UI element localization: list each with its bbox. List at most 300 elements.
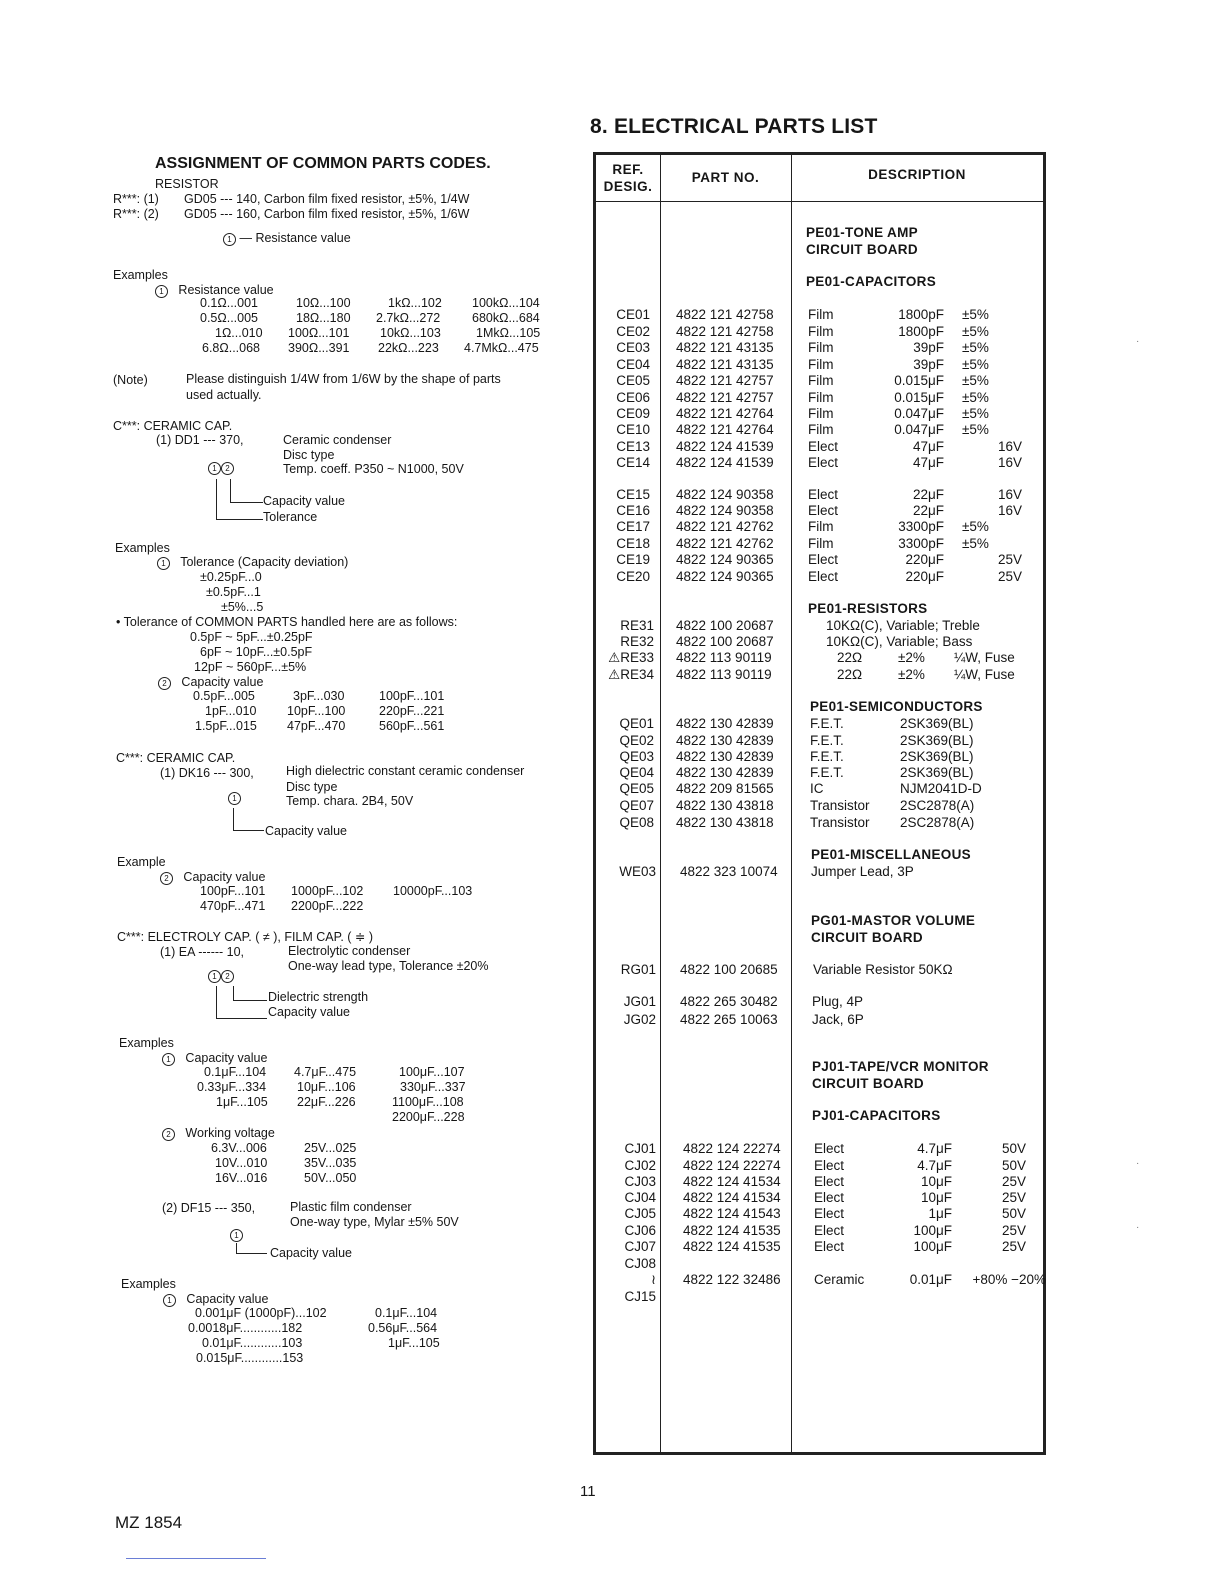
table-cell-value: 39pF — [913, 357, 944, 372]
circled-1-icon: 1 — [230, 1229, 243, 1242]
section-heading: PE01-MISCELLANEOUS — [811, 847, 971, 862]
scan-mark: · — [1136, 336, 1140, 347]
cap-row — [204, 1065, 465, 1080]
table-cell-value: 2SC2878(A) — [900, 798, 975, 813]
table-cell-value: ±2% — [898, 650, 925, 665]
table-cell-part-no: 4822 121 42758 — [676, 307, 774, 322]
table-cell-value: 2SC2878(A) — [900, 815, 975, 830]
table-cell-part-no: 4822 121 42757 — [676, 390, 774, 405]
tolerance-range: 12pF ~ 560pF...±5% — [194, 660, 307, 674]
cv-cell: 47pF...470 — [287, 719, 346, 733]
cv-cell: 2200pF...222 — [291, 899, 364, 913]
cv-cell: 1μF...105 — [216, 1095, 268, 1109]
wv-cell: 16V...016 — [215, 1171, 268, 1185]
table-cell-value: 3300pF — [898, 536, 944, 551]
circled-1-icon: 1 — [155, 285, 168, 298]
r2-code: R***: (2) — [113, 207, 159, 221]
table-cell-part-no: 4822 121 42762 — [676, 519, 774, 534]
table-cell-part-no: 4822 113 90119 — [676, 650, 772, 665]
cv-cell: 100μF...107 — [399, 1065, 465, 1079]
example-label: Example — [117, 855, 166, 869]
cv-cell: 330μF...337 — [400, 1080, 466, 1094]
table-cell-ref: CE02 — [616, 324, 650, 339]
table-cell-value: 220μF — [905, 552, 944, 567]
cap-row — [195, 1306, 437, 1321]
table-cell-type: Transistor — [810, 798, 870, 813]
table-cell-spec: ±5% — [962, 307, 989, 322]
section-heading: PG01-MASTOR VOLUME — [811, 913, 976, 928]
table-cell-type: Film — [808, 406, 834, 421]
bracket-line — [230, 479, 263, 503]
table-cell-ref: ⚠RE34 — [608, 667, 654, 682]
cv-cell: 10000pF...103 — [393, 884, 473, 898]
cap-row — [205, 704, 444, 719]
table-cell-type: Elect — [814, 1141, 845, 1156]
table-cell-spec: 25V — [1001, 1190, 1026, 1205]
table-cell-part-no: 4822 130 42839 — [676, 733, 774, 748]
tolerance-range: 6pF ~ 10pF...±0.5pF — [200, 645, 313, 659]
table-cell-description: Jumper Lead, 3P — [811, 864, 914, 879]
circled-1-icon: 1 — [157, 557, 170, 570]
circled-2-icon: 2 — [160, 872, 173, 885]
table-cell-ref: WE03 — [619, 864, 656, 879]
cap-row — [193, 689, 444, 704]
rv-cell: 100Ω...101 — [288, 326, 350, 340]
table-cell-type: Elect — [808, 503, 839, 518]
cv-text: Capacity value — [181, 675, 264, 689]
voltage-row — [211, 1141, 356, 1156]
table-cell-part-no: 4822 124 90365 — [676, 552, 774, 567]
rv-cell: 22kΩ...223 — [378, 341, 439, 355]
table-cell-value: 2SK369(BL) — [900, 716, 974, 731]
table-cell-ref: QE05 — [619, 781, 654, 796]
working-voltage-heading — [162, 1126, 275, 1141]
table-cell-ref: JG01 — [623, 994, 656, 1009]
tolerance-deviation — [157, 555, 348, 570]
table-cell-ref: CE13 — [616, 439, 650, 454]
table-cell-type: F.E.T. — [810, 733, 844, 748]
cv-cell: 0.33μF...334 — [197, 1080, 267, 1094]
table-cell-type: Elect — [814, 1190, 845, 1205]
table-cell-part-no: 4822 124 90365 — [676, 569, 774, 584]
cv-cell: 100pF...101 — [200, 884, 266, 898]
table-cell-type: Film — [808, 357, 834, 372]
ceramic-cap-1-desc: Ceramic condenser — [283, 433, 392, 447]
circled-icons — [208, 968, 234, 983]
electroly-cap-desc: One-way lead type, Tolerance ±20% — [288, 959, 489, 973]
cv-cell: 10pF...100 — [287, 704, 346, 718]
capacity-value-heading — [160, 870, 265, 885]
table-cell-part-no: 4822 130 42839 — [676, 749, 774, 764]
table-cell-type: Elect — [808, 455, 839, 470]
electroly-cap-line: (1) EA ------ 10, — [160, 945, 245, 959]
table-cell-part-no: 4822 124 41539 — [676, 439, 774, 454]
table-cell-value: 100μF — [913, 1223, 952, 1238]
rv-text: Resistance value — [178, 283, 274, 297]
table-cell-value: 10μF — [920, 1190, 952, 1205]
table-cell-spec: 16V — [997, 455, 1022, 470]
cv-cell: 4.7μF...475 — [294, 1065, 357, 1079]
table-cell-type: Film — [808, 324, 834, 339]
table-cell-spec: 25V — [1001, 1223, 1026, 1238]
cap-row — [195, 719, 444, 734]
circled-1-icon: 1 — [208, 462, 221, 475]
wv-cell: 50V...050 — [304, 1171, 357, 1185]
table-cell-value: 47μF — [912, 455, 944, 470]
scan-mark: · — [1136, 1222, 1140, 1233]
section-heading: PJ01-CAPACITORS — [812, 1108, 941, 1123]
resistance-row — [200, 296, 540, 311]
section-heading: PE01-SEMICONDUCTORS — [810, 699, 983, 714]
electroly-cap-desc: Electrolytic condenser — [288, 944, 411, 958]
table-cell-part-no: 4822 130 43818 — [676, 798, 774, 813]
table-cell-spec: ±5% — [962, 422, 989, 437]
table-cell-type: Film — [808, 536, 834, 551]
table-cell-type: Ceramic — [814, 1272, 865, 1287]
ceramic-cap-1-code: C***: CERAMIC CAP. — [113, 419, 233, 433]
rv-cell: 2.7kΩ...272 — [376, 311, 441, 325]
bracket-line — [233, 986, 267, 1001]
table-cell-spec: ¼W, Fuse — [954, 667, 1015, 682]
table-cell-type: Film — [808, 519, 834, 534]
header-ref-line: REF. — [612, 162, 644, 177]
note-line-1: Please distinguish 1/4W from 1/6W by the shape of parts — [186, 372, 501, 386]
table-cell-value: 0.015μF — [894, 373, 944, 388]
table-cell-spec: ±5% — [962, 519, 989, 534]
table-cell-ref: CE14 — [616, 455, 650, 470]
cap-row — [200, 884, 472, 899]
cv-cell: 1μF...105 — [388, 1336, 440, 1350]
circled-2-icon: 2 — [162, 1128, 175, 1141]
table-cell-type: IC — [810, 781, 824, 796]
table-cell-type: Elect — [808, 552, 839, 567]
cv-cell: 0.5pF...005 — [193, 689, 255, 703]
table-cell-type: F.E.T. — [810, 716, 844, 731]
table-cell-ref: ≀ — [650, 1272, 656, 1287]
table-cell-value: 100μF — [913, 1239, 952, 1254]
cv-cell: 2200μF...228 — [392, 1110, 465, 1124]
table-cell-ref: QE01 — [619, 716, 654, 731]
table-cell-spec: +80% −20% — [972, 1272, 1046, 1287]
bracket-line — [236, 1243, 267, 1254]
capacity-value-heading — [158, 675, 263, 690]
wv-cell: 10V...010 — [215, 1156, 268, 1170]
examples-label: Examples — [119, 1036, 174, 1050]
table-cell-part-no: 4822 124 41535 — [683, 1239, 781, 1254]
table-cell-ref: CE19 — [616, 552, 650, 567]
table-cell-ref: CE16 — [616, 503, 650, 518]
table-cell-part-no: 4822 124 22274 — [683, 1141, 781, 1156]
resistor-label: RESISTOR — [155, 177, 219, 191]
assignment-section — [0, 0, 590, 1584]
table-cell-part-no: 4822 130 42839 — [676, 765, 774, 780]
note-label: (Note) — [113, 373, 148, 387]
wv-text: Working voltage — [185, 1126, 275, 1140]
cv-cell: 1100μF...108 — [392, 1095, 464, 1109]
cv-text: Capacity value — [183, 870, 266, 884]
table-cell-part-no: 4822 121 42764 — [676, 422, 774, 437]
table-cell-ref: CJ01 — [624, 1141, 656, 1156]
tolerance-code: ±5%...5 — [221, 600, 264, 614]
section-heading: PE01-CAPACITORS — [806, 274, 937, 289]
table-cell-part-no: 4822 121 43135 — [676, 357, 774, 372]
td-text: Tolerance (Capacity deviation) — [180, 555, 349, 569]
table-cell-type: Elect — [808, 487, 839, 502]
table-cell-spec: 50V — [1001, 1206, 1026, 1221]
capacity-value-label: Capacity value — [265, 824, 347, 838]
table-cell-part-no: 4822 100 20687 — [676, 618, 774, 633]
table-cell-part-no: 4822 130 42839 — [676, 716, 774, 731]
examples-label: Examples — [113, 268, 168, 282]
capacity-value-heading — [163, 1292, 268, 1307]
wv-cell: 6.3V...006 — [211, 1141, 267, 1155]
cv-cell: 1pF...010 — [205, 704, 257, 718]
table-cell-ref: ⚠RE33 — [608, 650, 654, 665]
r1-desc: GD05 --- 140, Carbon film fixed resistor, ±5%, 1/4W — [184, 192, 470, 206]
table-cell-value: 47μF — [912, 439, 944, 454]
resistance-row — [202, 341, 539, 356]
cv-cell: 1.5pF...015 — [195, 719, 257, 733]
wv-cell: 25V...025 — [304, 1141, 357, 1155]
rv-cell: 6.8Ω...068 — [202, 341, 260, 355]
note-line-2: used actually. — [186, 388, 262, 402]
table-cell-ref: CE10 — [616, 422, 650, 437]
table-cell-part-no: 4822 130 43818 — [676, 815, 774, 830]
table-cell-value: 22μF — [912, 487, 944, 502]
capacity-value-label: Capacity value — [268, 1005, 350, 1019]
table-cell-type: F.E.T. — [810, 765, 844, 780]
cap-row — [197, 1080, 466, 1095]
cv-text: Capacity value — [185, 1051, 268, 1065]
table-cell-part-no: 4822 121 42764 — [676, 406, 774, 421]
bracket-line — [233, 808, 264, 831]
resistance-row — [200, 311, 540, 326]
film-cap-line: (2) DF15 --- 350, — [162, 1201, 256, 1215]
table-cell-part-no: 4822 124 90358 — [676, 503, 774, 518]
page-number: 11 — [580, 1483, 596, 1500]
tolerance-range: 0.5pF ~ 5pF...±0.25pF — [190, 630, 313, 644]
circled-1-icon: 1 — [163, 1294, 176, 1307]
table-cell-ref: CJ05 — [624, 1206, 656, 1221]
examples-label: Examples — [115, 541, 170, 555]
circled-2-icon: 2 — [221, 970, 234, 983]
ceramic-cap-2-line: (1) DK16 --- 300, — [160, 766, 254, 780]
rv-cell: 18Ω...180 — [296, 311, 351, 325]
cv-cell: 220pF...221 — [379, 704, 445, 718]
table-cell-description: 10KΩ(C), Variable; Bass — [826, 634, 973, 649]
cap-row — [188, 1321, 437, 1336]
table-cell-value: 10μF — [920, 1174, 952, 1189]
table-cell-type: Transistor — [810, 815, 870, 830]
table-cell-ref: QE02 — [619, 733, 654, 748]
table-cell-ref: CE20 — [616, 569, 650, 584]
table-cell-spec: ±5% — [962, 357, 989, 372]
table-cell-ref: CJ15 — [624, 1289, 656, 1304]
table-cell-value: ±2% — [898, 667, 925, 682]
table-cell-ref: QE07 — [619, 798, 654, 813]
circled-1-icon: 1 — [223, 233, 236, 246]
table-cell-value: 1800pF — [898, 324, 944, 339]
table-cell-part-no: 4822 122 32486 — [683, 1272, 781, 1287]
cv-cell: 0.015μF............153 — [196, 1351, 304, 1365]
table-cell-value: 2SK369(BL) — [900, 749, 974, 764]
table-cell-part-no: 4822 121 42757 — [676, 373, 774, 388]
section-heading: PJ01-TAPE/VCR MONITOR — [812, 1059, 989, 1074]
table-cell-part-no: 4822 113 90119 — [676, 667, 772, 682]
table-cell-spec: ±5% — [962, 324, 989, 339]
cv-cell: 470pF...471 — [200, 899, 266, 913]
table-cell-value: 39pF — [913, 340, 944, 355]
scan-mark: · — [1136, 1158, 1140, 1169]
table-cell-part-no: 4822 124 22274 — [683, 1158, 781, 1173]
tolerance-label: Tolerance — [263, 510, 318, 524]
table-cell-part-no: 4822 209 81565 — [676, 781, 774, 796]
table-cell-part-no: 4822 124 41534 — [683, 1174, 781, 1189]
rv-cell: 100kΩ...104 — [472, 296, 540, 310]
circled-icons — [208, 460, 234, 475]
r2-desc: GD05 --- 160, Carbon film fixed resistor, ±5%, 1/6W — [184, 207, 470, 221]
table-cell-type: Elect — [808, 569, 839, 584]
table-cell-type: Film — [808, 340, 834, 355]
film-cap-desc: One-way type, Mylar ±5% 50V — [290, 1215, 459, 1229]
table-cell-ref: CE18 — [616, 536, 650, 551]
rv-cell: 0.5Ω...005 — [200, 311, 258, 325]
rv-cell: 390Ω...391 — [288, 341, 350, 355]
table-cell-ref: CJ04 — [624, 1190, 656, 1205]
table-cell-type: Film — [808, 422, 834, 437]
table-cell-value: 4.7μF — [917, 1158, 952, 1173]
table-cell-description: 10KΩ(C), Variable; Treble — [826, 618, 980, 633]
ceramic-cap-1-desc: Temp. coeff. P350 ~ N1000, 50V — [283, 462, 464, 476]
cv-cell: 1000pF...102 — [291, 884, 364, 898]
table-cell-ref: CE06 — [616, 390, 650, 405]
table-cell-spec: 16V — [997, 487, 1022, 502]
dielectric-strength-label: Dielectric strength — [268, 990, 369, 1004]
table-cell-value: 0.047μF — [894, 422, 944, 437]
cv-cell: 0.1μF...104 — [204, 1065, 267, 1079]
table-cell-ref: CE05 — [616, 373, 650, 388]
table-cell-part-no: 4822 124 41543 — [683, 1206, 781, 1221]
wv-cell: 35V...035 — [304, 1156, 357, 1170]
examples-label: Examples — [121, 1277, 176, 1291]
table-cell-part-no: 4822 124 41534 — [683, 1190, 781, 1205]
cv-cell: 10μF...106 — [297, 1080, 356, 1094]
table-cell-ref: CE17 — [616, 519, 650, 534]
section-heading: CIRCUIT BOARD — [811, 930, 923, 945]
table-cell-ref: CE04 — [616, 357, 650, 372]
table-cell-value: 0.01μF — [909, 1272, 952, 1287]
table-cell-type: Film — [808, 390, 834, 405]
table-cell-ref: RE32 — [620, 634, 654, 649]
capacity-value-heading — [162, 1051, 267, 1066]
table-cell-type: Film — [808, 307, 834, 322]
table-cell-spec: ±5% — [962, 390, 989, 405]
table-cell-spec: 25V — [997, 569, 1022, 584]
ceramic-cap-2-code: C***: CERAMIC CAP. — [116, 751, 236, 765]
table-cell-ref: QE04 — [619, 765, 654, 780]
table-cell-spec: ±5% — [962, 373, 989, 388]
table-cell-value: 22μF — [912, 503, 944, 518]
capacity-value-label: Capacity value — [263, 494, 345, 508]
table-cell-type: 22Ω — [837, 650, 863, 665]
header-divider — [596, 201, 1043, 202]
cv-cell: 0.56μF...564 — [368, 1321, 438, 1335]
table-cell-value: 1μF — [928, 1206, 952, 1221]
section-heading: PE01-RESISTORS — [808, 601, 928, 616]
cv-cell: 0.01μF............103 — [202, 1336, 303, 1350]
rv-cell: 0.1Ω...001 — [200, 296, 258, 310]
table-cell-spec: 16V — [997, 503, 1022, 518]
table-cell-type: Elect — [814, 1223, 845, 1238]
capacity-value-label: Capacity value — [270, 1246, 352, 1260]
cap-row — [216, 1095, 464, 1110]
table-cell-ref: CJ06 — [624, 1223, 656, 1238]
ceramic-cap-2-desc: Disc type — [286, 780, 338, 794]
rv-cell: 680kΩ...684 — [472, 311, 540, 325]
cv-cell: 0.001μF (1000pF)...102 — [195, 1306, 327, 1320]
table-cell-ref: QE08 — [619, 815, 654, 830]
section-heading: CIRCUIT BOARD — [812, 1076, 924, 1091]
table-cell-type: F.E.T. — [810, 749, 844, 764]
r1-code: R***: (1) — [113, 192, 159, 206]
tolerance-code: ±0.25pF...0 — [200, 570, 262, 584]
table-cell-value: 3300pF — [898, 519, 944, 534]
table-cell-ref: CE03 — [616, 340, 650, 355]
table-cell-ref: CJ02 — [624, 1158, 656, 1173]
table-cell-part-no: 4822 121 42758 — [676, 324, 774, 339]
table-cell-ref: RG01 — [620, 962, 656, 977]
table-cell-ref: RE31 — [620, 618, 654, 633]
film-cap-desc: Plastic film condenser — [290, 1200, 412, 1214]
cv-text: Capacity value — [186, 1292, 269, 1306]
circled-2-icon: 2 — [158, 677, 171, 690]
table-cell-value: 1800pF — [898, 307, 944, 322]
voltage-row — [215, 1156, 356, 1171]
rv-cell: 10Ω...100 — [296, 296, 351, 310]
rv-cell: 1Ω...010 — [215, 326, 263, 340]
rv-cell: 1MkΩ...105 — [476, 326, 541, 340]
table-cell-ref: CE01 — [616, 307, 650, 322]
ceramic-cap-1-line: (1) DD1 --- 370, — [156, 433, 244, 447]
table-cell-ref: CJ03 — [624, 1174, 656, 1189]
circled-1-icon: 1 — [208, 970, 221, 983]
table-cell-part-no: 4822 121 43135 — [676, 340, 774, 355]
circled-1-icon — [230, 1227, 243, 1242]
table-cell-value: 0.047μF — [894, 406, 944, 421]
model-code: MZ 1854 — [115, 1513, 183, 1532]
table-cell-spec: 50V — [1001, 1141, 1026, 1156]
rv-cell: 10kΩ...103 — [380, 326, 441, 340]
table-cell-ref: CE15 — [616, 487, 650, 502]
table-cell-part-no: 4822 124 41539 — [676, 455, 774, 470]
table-cell-type: 22Ω — [837, 667, 863, 682]
ceramic-cap-2-desc: Temp. chara. 2B4, 50V — [286, 794, 414, 808]
rv-cell: 1kΩ...102 — [388, 296, 442, 310]
table-cell-ref: CE09 — [616, 406, 650, 421]
rv-cell: 4.7MkΩ...475 — [464, 341, 539, 355]
header-ref-line: DESIG. — [603, 179, 653, 194]
tolerance-note: • Tolerance of COMMON PARTS handled here are as follows: — [116, 615, 458, 629]
footer-rule — [126, 1558, 266, 1559]
table-cell-spec: 16V — [997, 439, 1022, 454]
table-cell-ref: JG02 — [623, 1012, 656, 1027]
cv-cell: 100pF...101 — [379, 689, 445, 703]
voltage-row — [215, 1171, 356, 1186]
table-cell-spec: ¼W, Fuse — [954, 650, 1015, 665]
ceramic-cap-1-desc: Disc type — [283, 448, 335, 462]
cv-cell: 560pF...561 — [379, 719, 445, 733]
table-cell-description: Variable Resistor 50KΩ — [813, 962, 953, 977]
